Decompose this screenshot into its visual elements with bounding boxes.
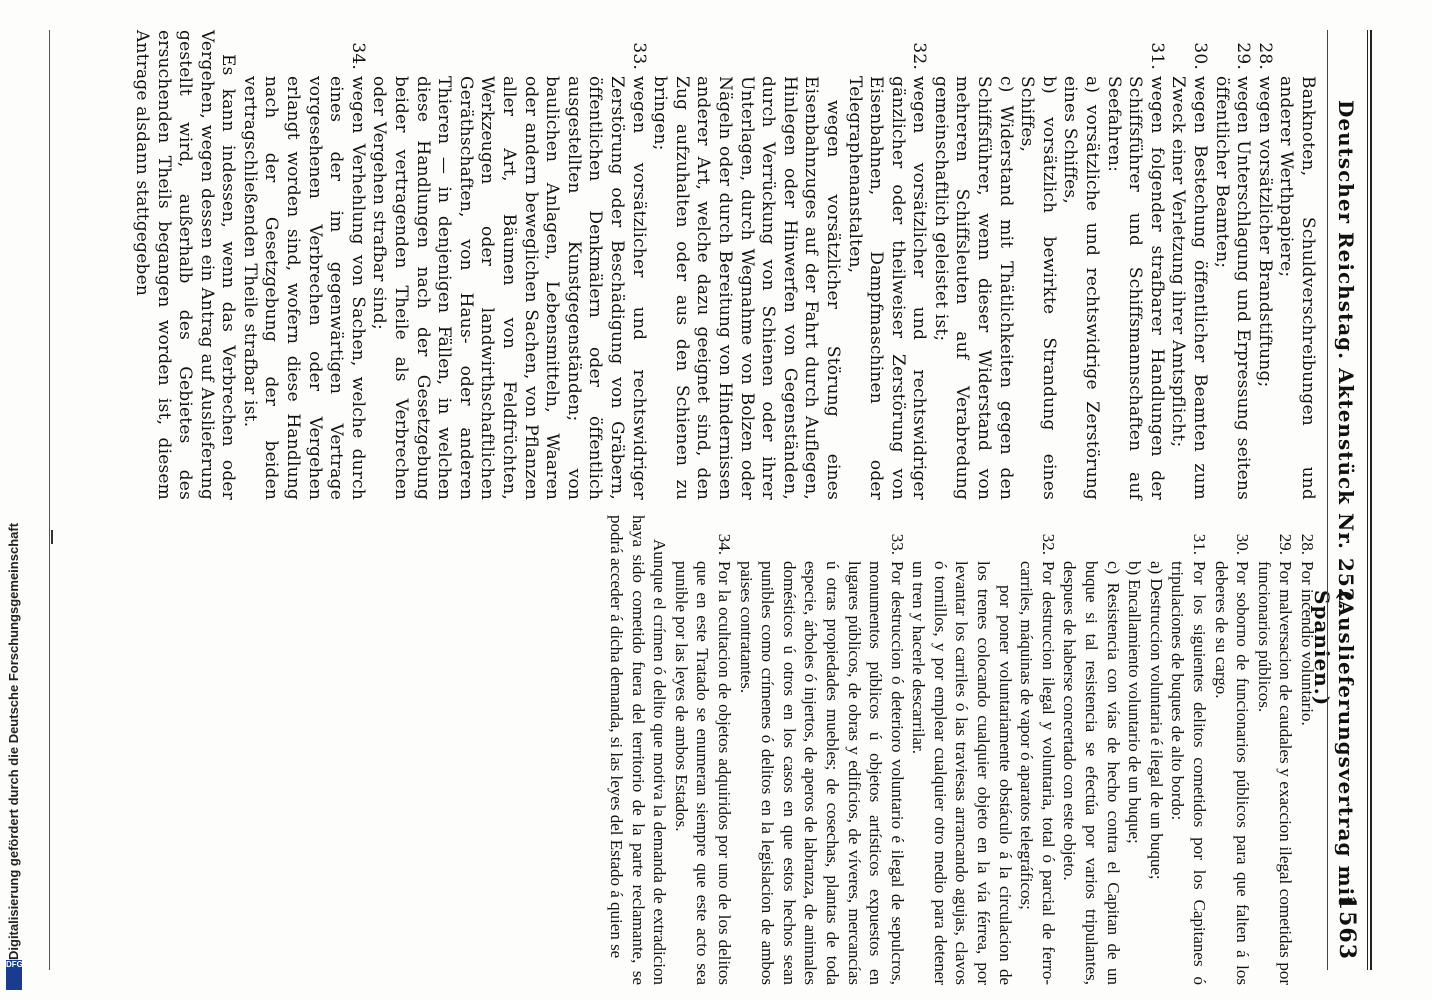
german-item-text: wegen vorsätzlicher Brandstiftung;	[1254, 76, 1275, 388]
german-item-31	[1102, 30, 1167, 500]
german-item-number: 31.	[1146, 42, 1167, 70]
german-column	[130, 30, 1318, 500]
german-item-number: 30.	[1190, 42, 1211, 70]
german-item-number: 28.	[1254, 42, 1275, 70]
spanish-item-text: Por la ocultacion de objetos adquiridos por uno de los delitos que en este Tratado se enumeran siempre que este acto sea punible por las leyes de ambos Estados.	[671, 561, 734, 985]
german-item-33	[368, 30, 649, 500]
spanish-item-30	[1210, 515, 1253, 985]
german-item-32-cont: wegen vorsätzlicher Störung eines Eisenbahnzuges auf der Fahrt durch Auflegen, Hinlegen oder Hinwerfen von Gegenständen, durch Verrückung von Schienen oder ihrer Unterlagen, durch Wegnahme von Bolzen oder Nägeln oder durch Bereitung von Hindernissen anderer Art, welche dazu geeignet sind, den Zug aufzuhalten oder aus den Schienen zu bringen;	[650, 76, 843, 500]
spanish-item-text: Por destruccion ilegal y voluntaria, total ó parcial de ferro-carriles, máquinas de vapor ó aparatos telegráficos;	[1017, 561, 1058, 985]
german-item-text: wegen Unterschlagung und Erpressung seitens öffentlicher Beamten;	[1211, 76, 1254, 500]
spanish-sub-b: b) Encallamiento voluntario de un buque;	[1125, 561, 1145, 844]
german-sub-c: c) Widerstand mit Thätlichkeiten gegen den Schiffsführer, wenn dieser Widerstand von mehreren Schiffsleuten auf Verabredung gemeinschaftlich geleistet ist;	[930, 76, 1016, 500]
spanish-item-number: 33.	[887, 533, 907, 555]
top-rule	[1370, 30, 1372, 970]
spanish-column	[605, 515, 1318, 985]
spanish-item-text: Por incendio voluntario.	[1298, 561, 1317, 726]
spanish-item-number: 31.	[1190, 533, 1210, 555]
spanish-item-text: Por los siguientes delitos cometidos por los Capitanes ó tripulaciones de buques de alto bordo:	[1168, 561, 1210, 985]
page-number: 1563	[1334, 894, 1360, 960]
dfg-logo: DFG	[6, 960, 22, 990]
watermark-text: Digitalisierung gefördert durch die Deutsche Forschungsgemeinschaft	[6, 522, 21, 960]
german-item-29	[1210, 30, 1253, 500]
spanish-item-number: 30.	[1233, 533, 1253, 555]
header-separator	[1327, 30, 1328, 970]
spanish-item-number: 34.	[714, 533, 734, 555]
spanish-item-number: 32.	[1038, 533, 1058, 555]
spanish-item-number: 28.	[1298, 533, 1317, 555]
german-item-number: 29.	[1233, 42, 1254, 70]
spanish-item-32-cont: por poner voluntariamente obstáculo á la circulacion de los trenes colocando cualquier objeto en la vía férrea, por levantar los carriles ó las traviesas arrancando agujas, clavos ó tornillos, y por emplear cualquier otro medio para detener un tren y hacerle descarrilar.	[909, 561, 1015, 985]
spanish-item-32	[1016, 515, 1059, 985]
german-item-text: wegen folgender strafbarer Handlungen der Schiffsführer und Schiffsmannschaften auf Seefahren:	[1103, 76, 1167, 500]
header-right-title: (Auslieferungsvertrag mit Spanien.)	[1310, 590, 1358, 907]
spanish-item-34	[670, 515, 735, 985]
spanish-sub-c: c) Resistencia con vías de hecho contra el Capitan de un buque si tal resistencia se efectúa por varios tripulantes, despues de haberse concertado con este objeto.	[1060, 561, 1123, 985]
header-left-title: Deutscher Reichstag. Aktenstück Nr. 252.	[1334, 100, 1358, 611]
dfg-watermark	[2, 0, 26, 1000]
german-item-28	[1253, 30, 1275, 500]
german-item-32	[843, 30, 929, 500]
spanish-item-number: 29.	[1276, 533, 1296, 555]
german-item-text: wegen Verhehlung von Sachen, welche durch eines der im gegenwärtigen Vertrage vorgesehenen Verbrechen oder Vergehen erlangt worden sind, wofern diese Handlung nach der Gesetzgebung der beiden vertragschließenden Theile strafbar ist.	[239, 76, 368, 500]
spanish-closing-paragraph: Aunque el crímen ó delito que motiva la demanda de extradicion haya sido cometido fuera del territorio de la parte reclamante, se podrá acceder á dicha demanda, si las leyes del Estado á quien se	[607, 515, 670, 985]
spanish-item-text: Por destruccion ó deterioro voluntario é ilegal de sepulcros, monumentos públicos ú objetos artísticos expuestos en lugares públicos, de obras y edificios, de víveres, mercancías ú otras propiedades muebles; de cosechas, plantas de toda especie, árboles ó injertos, de aperos de labranza, de animales domésticos ú otros en los casos en que estos hechos sean punibles como crímenes ó delitos en la legislacion de ambos paises contratantes.	[736, 561, 907, 985]
page-footer-rule	[29, 30, 50, 970]
german-sub-a: a) vorsätzliche und rechtswidrige Zerstörung eines Schiffes,	[1060, 76, 1103, 500]
german-item-34	[238, 30, 368, 500]
spanish-sub-a: a) Destruccion voluntaria é ilegal de un buque;	[1146, 561, 1166, 880]
top-rule-thin	[1367, 30, 1368, 970]
german-item-text: wegen Bestechung öffentlicher Beamten zum Zweck einer Verletzung ihrer Amtspflicht;	[1168, 76, 1211, 500]
german-item-number: 32.	[909, 42, 930, 70]
german-item-number: 33.	[628, 42, 649, 70]
german-item-number: 34.	[347, 42, 368, 70]
german-intro: Banknoten, Schuldverschreibungen und anderer Werthpapiere;	[1276, 76, 1318, 500]
german-item-text: wegen vorsätzlicher und rechtswidriger gänzlicher oder theilweiser Zerstörung von Eisenbahnen, Dampfmaschinen oder Telegraphenanstalten,	[844, 76, 930, 500]
german-item-text: wegen vorsätzlicher und rechtswidriger Zerstörung oder Beschädigung von Gräbern, öffentlichen Denkmälern oder öffentlich ausgestellten Kunstgegenständen; von baulichen Anlagen, Lebensmitteln, Waaren oder andern beweglichen Sachen, von Pflanzen aller Art, Bäumen von Feldfrüchten, Werkzeugen oder landwirthschaftlichen Geräthschaften, von Haus- oder anderen Thieren — in denjenigen Fällen, in welchen diese Handlungen nach der Gesetzgebung beider vertragenden Theile als Verbrechen oder Vergehen strafbar sind;	[369, 76, 649, 500]
german-item-30	[1167, 30, 1210, 500]
spanish-item-28	[1296, 515, 1318, 985]
page-header	[1310, 30, 1362, 970]
spanish-item-31	[1167, 515, 1210, 985]
german-closing-paragraph: Es kann indessen, wenn das Verbrechen oder Vergehen, wegen dessen ein Antrag auf Auslieferung gestellt wird, außerhalb des Gebietes des ersuchenden Theils begangen worden ist, diesem Antrage alsdann stattgegeben	[131, 30, 239, 500]
german-sub-b: b) vorsätzlich bewirkte Strandung eines Schiffes,	[1017, 76, 1059, 500]
footer-mark	[51, 530, 53, 544]
spanish-item-text: Por soborno de funcionarios públicos para que falten á los deberes de su cargo.	[1211, 561, 1253, 985]
spanish-item-29	[1253, 515, 1296, 985]
spanish-item-33	[735, 515, 908, 985]
spanish-item-text: Por malversacion de caudales y exaccion ilegal cometidas por funcionarios públicos.	[1254, 561, 1296, 985]
